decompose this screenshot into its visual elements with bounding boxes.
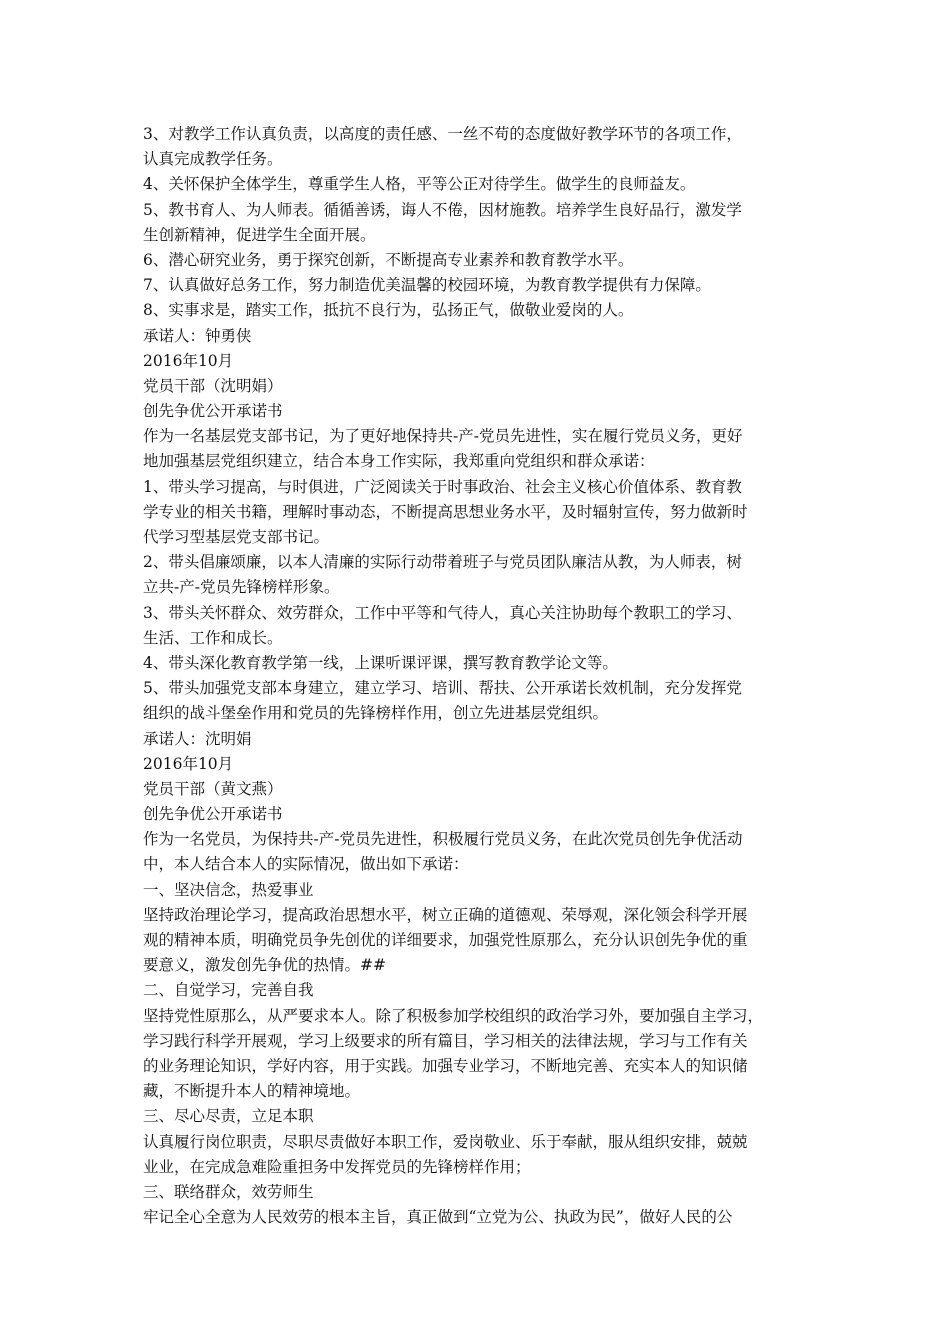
paragraph xyxy=(143,298,811,323)
text-line: 承诺人：沈明娟 xyxy=(143,729,252,748)
paragraph xyxy=(143,475,811,551)
text-line: 学习践行科学开展观，学习上级要求的所有篇目，学习相关的法律法规，学习与工作有关 xyxy=(143,1031,748,1050)
text-line: 7、认真做好总务工作，努力制造优美温馨的校园环境，为教育教学提供有力保障。 xyxy=(143,276,711,295)
text-line: 5、带头加强党支部本身建立，建立学习、培训、帮扶、公开承诺长效机制，充分发挥党 xyxy=(143,679,742,698)
text-line: 创先争优公开承诺书 xyxy=(143,805,283,824)
text-line: 党员干部（黄文燕） xyxy=(143,779,283,798)
paragraph xyxy=(143,122,811,172)
text-line: 中，本人结合本人的实际情况，做出如下承诺： xyxy=(143,855,469,874)
paragraph xyxy=(143,172,811,197)
text-line: 的业务理论知识，学好内容，用于实践。加强专业学习，不断地完善、充实本人的知识储 xyxy=(143,1056,748,1075)
text-line: 认真履行岗位职责，尽职尽责做好本职工作，爱岗敬业、乐于奉献，服从组织安排，兢兢 xyxy=(143,1132,748,1151)
paragraph xyxy=(143,273,811,298)
text-line: 生创新精神，促进学生全面开展。 xyxy=(143,225,376,244)
text-line: 2、带头倡廉颂廉，以本人清廉的实际行动带着班子与党员团队廉洁从教，为人师表，树 xyxy=(143,553,742,572)
paragraph xyxy=(143,399,811,424)
paragraph xyxy=(143,878,811,903)
text-line: 三、联络群众，效劳师生 xyxy=(143,1182,314,1201)
text-line: 组织的战斗堡垒作用和党员的先锋榜样作用，创立先进基层党组织。 xyxy=(143,704,609,723)
text-line: 党员干部（沈明娟） xyxy=(143,376,283,395)
paragraph xyxy=(143,1180,811,1205)
text-line: 坚持政治理论学习，提高政治思想水平，树立正确的道德观、荣辱观，深化领会科学开展 xyxy=(143,905,748,924)
text-line: 牢记全心全意为人民效劳的根本主旨，真正做到“立党为公、执政为民”，做好人民的公 xyxy=(143,1208,733,1227)
text-line: 坚持党性原那么，从严要求本人。除了积极参加学校组织的政治学习外，要加强自主学习， xyxy=(143,1006,764,1025)
text-line: 三、尽心尽责，立足本职 xyxy=(143,1107,314,1126)
paragraph xyxy=(143,424,811,474)
paragraph xyxy=(143,1205,811,1230)
document-page xyxy=(143,122,811,1230)
paragraph xyxy=(143,374,811,399)
paragraph xyxy=(143,727,811,752)
paragraph xyxy=(143,324,811,349)
paragraph xyxy=(143,777,811,802)
text-line: 创先争优公开承诺书 xyxy=(143,402,283,421)
text-line: 承诺人：钟勇侠 xyxy=(143,326,252,345)
text-line: 4、带头深化教育教学第一线，上课听课评课，撰写教育教学论文等。 xyxy=(143,653,618,672)
text-line: 代学习型基层党支部书记。 xyxy=(143,528,330,546)
text-line: 认真完成教学任务。 xyxy=(143,150,283,169)
text-line: 生活、工作和成长。 xyxy=(143,628,283,647)
paragraph xyxy=(143,550,811,600)
text-line: 3、带头关怀群众、效劳群众，工作中平等和气待人，真心关注协助每个教职工的学习、 xyxy=(143,603,742,622)
text-line: 地加强基层党组织建立，结合本身工作实际，我郑重向党组织和群众承诺： xyxy=(143,452,655,471)
text-line: 作为一名党员，为保持共-产-党员先进性，积极履行党员义务，在此次党员创先争优活动 xyxy=(143,830,743,849)
paragraph xyxy=(143,198,811,248)
paragraph xyxy=(143,1130,811,1180)
text-line: 观的精神本质，明确党员争先创优的详细要求，加强党性原那么，充分认识创先争优的重 xyxy=(143,931,748,949)
paragraph xyxy=(143,752,811,777)
text-line: 1、带头学习提高，与时俱进，广泛阅读关于时事政治、社会主义核心价值体系、教育教 xyxy=(143,477,742,496)
paragraph xyxy=(143,1004,811,1105)
text-line: 8、实事求是，踏实工作，抵抗不良行为，弘扬正气，做敬业爱岗的人。 xyxy=(143,301,634,320)
paragraph xyxy=(143,903,811,979)
text-line: 二、自觉学习，完善自我 xyxy=(143,981,314,1000)
text-line: 业业，在完成急难险重担务中发挥党员的先锋榜样作用； xyxy=(143,1157,531,1176)
paragraph xyxy=(143,827,811,877)
text-line: 要意义，激发创先争优的热情。## xyxy=(143,956,386,975)
text-line: 6、潜心研究业务，勇于探究创新，不断提高专业素养和教育教学水平。 xyxy=(143,250,634,269)
text-line: 藏，不断提升本人的精神境地。 xyxy=(143,1082,361,1101)
paragraph xyxy=(143,349,811,374)
paragraph xyxy=(143,601,811,651)
paragraph xyxy=(143,978,811,1003)
paragraph xyxy=(143,651,811,676)
text-line: 2016年10月 xyxy=(143,351,234,370)
text-line: 5、教书育人、为人师表。循循善诱，诲人不倦，因材施教。培养学生良好品行，激发学 xyxy=(143,200,742,219)
paragraph xyxy=(143,676,811,726)
paragraph xyxy=(143,1104,811,1129)
text-line: 作为一名基层党支部书记，为了更好地保持共-产-党员先进性，实在履行党员义务，更好 xyxy=(143,427,743,446)
text-line: 一、坚决信念，热爱事业 xyxy=(143,880,314,899)
text-line: 学专业的相关书籍，理解时事动态，不断提高思想业务水平，及时辐射宣传，努力做新时 xyxy=(143,502,748,521)
text-line: 立共-产-党员先锋榜样形象。 xyxy=(143,578,340,597)
text-line: 4、关怀保护全体学生，尊重学生人格，平等公正对待学生。做学生的良师益友。 xyxy=(143,175,696,194)
paragraph xyxy=(143,248,811,273)
paragraph xyxy=(143,802,811,827)
text-line: 3、对教学工作认真负责，以高度的责任感、一丝不苟的态度做好教学环节的各项工作， xyxy=(143,125,742,143)
text-line: 2016年10月 xyxy=(143,754,234,773)
